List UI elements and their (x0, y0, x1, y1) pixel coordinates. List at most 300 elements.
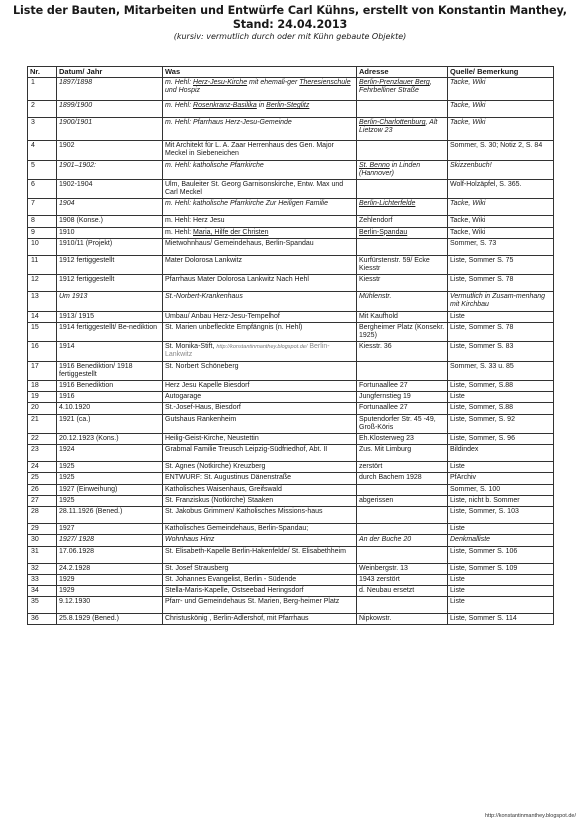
cell-source: Tacke, Wiki (448, 118, 554, 141)
cell-text: , Fehrbelliner Straße (359, 79, 432, 95)
cell-was (163, 255, 357, 274)
cell-was (163, 507, 357, 524)
cell-source: Liste, Sommer, S. 92 (448, 414, 554, 433)
cell-nr: 10 (28, 238, 57, 255)
cell-address (357, 78, 448, 101)
cell-date: 1916 Benediktion (57, 381, 163, 392)
cell-nr: 5 (28, 160, 57, 179)
document-subtitle: (kursiv: vermutlich durch oder mit Kühn gebaute Objekte) (173, 32, 407, 41)
cell-text: Ulm, Bauleiter St. Georg Garnisonskirche, Entw. Max und Carl Meckel (165, 181, 344, 197)
cell-address (357, 101, 448, 118)
table-row (28, 361, 554, 380)
cell-text: mit ehemali-ger (247, 79, 300, 87)
cell-was (163, 614, 357, 625)
cell-address (357, 199, 448, 216)
cell-source: Tacke, Wiki (448, 227, 554, 238)
cell-text: m. Hehl: Pfarrhaus Herz-Jesu-Gemeinde (165, 119, 292, 127)
cell-nr: 26 (28, 484, 57, 495)
cell-source: Tacke, Wiki (448, 199, 554, 216)
table-row (28, 597, 554, 614)
cell-was (163, 292, 357, 311)
cell-text: Katholisches Gemeindehaus, Berlin-Spandau; (165, 525, 309, 533)
cell-text: Gutshaus Rankenheim (165, 415, 237, 423)
cell-text[interactable]: Herz-Jesu-Kirche (193, 79, 248, 87)
cell-address (357, 160, 448, 179)
table-row (28, 101, 554, 118)
table-row (28, 484, 554, 495)
cell-text: An der Buche 20 (359, 536, 412, 544)
cell-address (357, 495, 448, 506)
cell-source: Liste, Sommer S. 78 (448, 275, 554, 292)
cell-nr: 29 (28, 524, 57, 535)
cell-was (163, 434, 357, 445)
cell-address (357, 381, 448, 392)
cell-nr: 11 (28, 255, 57, 274)
cell-source: Tacke, Wiki (448, 216, 554, 227)
column-header-was: Was (163, 67, 357, 78)
cell-nr: 22 (28, 434, 57, 445)
cell-text: 1943 zerstört (359, 575, 400, 583)
cell-source: Bildindex (448, 445, 554, 462)
cell-text: Wohnhaus Hinz (165, 536, 215, 544)
cell-address (357, 403, 448, 414)
cell-text: abgerissen (359, 496, 394, 504)
cell-nr: 14 (28, 311, 57, 322)
cell-text: Katholisches Waisenhaus, Greifswald (165, 485, 282, 493)
cell-text: St. Monika-Stift, (165, 343, 217, 351)
cell-date: 1904 (57, 199, 163, 216)
table-row (28, 118, 554, 141)
cell-source: Liste (448, 392, 554, 403)
cell-date: 1914 fertiggestellt/ Be-nediktion (57, 322, 163, 341)
cell-text: Kiesstr. 36 (359, 343, 392, 351)
cell-nr: 12 (28, 275, 57, 292)
cell-text: zerstört (359, 463, 383, 471)
cell-source: Liste, Sommer S. 114 (448, 614, 554, 625)
table-row (28, 180, 554, 199)
cell-text: Stella-Maris-Kapelle, Ostseebad Heringsdorf (165, 586, 304, 594)
cell-nr: 20 (28, 403, 57, 414)
cell-was (163, 381, 357, 392)
cell-address (357, 445, 448, 462)
cell-text: Mietwohnhaus/ Gemeindehaus, Berlin-Spandau (165, 239, 314, 247)
cell-text: Fortunaallee 27 (359, 404, 408, 412)
cell-nr: 21 (28, 414, 57, 433)
cell-was (163, 403, 357, 414)
cell-address (357, 414, 448, 433)
table-row (28, 563, 554, 574)
cell-text: d. Neubau ersetzt (359, 586, 415, 594)
cell-source: Liste (448, 597, 554, 614)
cell-was (163, 585, 357, 596)
cell-source: Sommer, S. 100 (448, 484, 554, 495)
cell-source: Liste, Sommer S. 83 (448, 342, 554, 361)
cell-text: St. Johannes Evangelist, Berlin - Südende (165, 575, 297, 583)
table-row (28, 322, 554, 341)
table-row (28, 614, 554, 625)
cell-text: Heilig-Geist-Kirche, Neustettin (165, 435, 259, 443)
cell-text[interactable]: Berlin-Spandau (359, 228, 408, 236)
table-body (28, 78, 554, 625)
cell-was (163, 101, 357, 118)
cell-date: 1925 (57, 462, 163, 473)
table-row (28, 495, 554, 506)
cell-date: 1924 (57, 445, 163, 462)
cell-date: 1927 (57, 524, 163, 535)
cell-text: in Linden (Hannover) (359, 161, 421, 177)
cell-text: St. Agnes (Notkirche) Kreuzberg (165, 463, 266, 471)
cell-text: m. Hehl: Herz Jesu (165, 217, 225, 225)
cell-address (357, 311, 448, 322)
cell-address (357, 227, 448, 238)
table-row (28, 255, 554, 274)
cell-text: Kiesstr (359, 276, 381, 284)
cell-text: St. Franziskus (Notkirche) Staaken (165, 496, 274, 504)
cell-date: 1912 fertiggestellt (57, 275, 163, 292)
cell-text: m. Hehl: katholische Pfarrkirche (165, 161, 264, 169)
cell-source: Liste, Sommer, S. 103 (448, 507, 554, 524)
cell-text[interactable]: Theresienschule (299, 79, 351, 87)
cell-text: Herz Jesu Kapelle Biesdorf (165, 382, 250, 390)
table-row (28, 216, 554, 227)
cell-was (163, 462, 357, 473)
cell-nr: 35 (28, 597, 57, 614)
cell-date: 17.06.1928 (57, 546, 163, 563)
cell-date: 24.2.1928 (57, 563, 163, 574)
cell-address (357, 118, 448, 141)
cell-nr: 4 (28, 141, 57, 160)
table-row (28, 414, 554, 433)
cell-was (163, 535, 357, 546)
cell-text[interactable]: Berlin-Lichterfelde (359, 200, 416, 208)
table-row (28, 311, 554, 322)
cell-text: Pfarrhaus Mater Dolorosa Lankwitz Nach Hehl (165, 276, 309, 284)
cell-date: 1927/ 1928 (57, 535, 163, 546)
cell-date: 20.12.1923 (Kons.) (57, 434, 163, 445)
cell-was (163, 141, 357, 160)
cell-address (357, 292, 448, 311)
cell-text: Mühlenstr. (359, 293, 392, 301)
cell-text: Grabmal Familie Treusch Leipzig-Südfriedhof, Abt. II (165, 446, 328, 454)
cell-text: Eh.Klosterweg 23 (359, 435, 414, 443)
cell-source: Liste, Sommer S. 75 (448, 255, 554, 274)
cell-source: Liste, Sommer S. 106 (448, 546, 554, 563)
cell-address (357, 597, 448, 614)
cell-nr: 23 (28, 445, 57, 462)
cell-was (163, 227, 357, 238)
table-row (28, 462, 554, 473)
cell-source: Liste, Sommer, S. 96 (448, 434, 554, 445)
table-row (28, 507, 554, 524)
cell-was (163, 342, 357, 361)
table-row (28, 585, 554, 596)
cell-source: Wolf-Holzäpfel, S. 365. (448, 180, 554, 199)
cell-text[interactable]: Berlin-Charlottenburg (359, 119, 426, 127)
cell-text: Sputendorfer Str. 45 -49, Groß-Köris (359, 415, 436, 431)
buildings-table (27, 66, 554, 625)
cell-was (163, 445, 357, 462)
cell-source: Vermutlich in Zusam-menhang mit Kirchbau (448, 292, 554, 311)
cell-text: in (256, 102, 267, 110)
cell-address (357, 484, 448, 495)
cell-was (163, 563, 357, 574)
cell-text: Fortunaallee 27 (359, 382, 408, 390)
cell-nr: 18 (28, 381, 57, 392)
cell-date: 1901–1902: (57, 160, 163, 179)
cell-text: Kurfürstenstr. 59/ Ecke Kiesstr (359, 256, 430, 273)
cell-nr: 31 (28, 546, 57, 563)
table-row (28, 199, 554, 216)
cell-address (357, 524, 448, 535)
cell-was (163, 180, 357, 199)
cell-was (163, 238, 357, 255)
cell-text: Bergheimer Platz (Konsekr. 1925) (359, 323, 445, 340)
cell-date: 1916 Benediktion/ 1918 fertiggestellt (57, 361, 163, 380)
cell-date: 25.8.1929 (Bened.) (57, 614, 163, 625)
cell-text: Weinbergstr. 13 (359, 564, 408, 572)
cell-date: Um 1913 (57, 292, 163, 311)
cell-was (163, 546, 357, 563)
cell-nr: 24 (28, 462, 57, 473)
cell-date: 1925 (57, 473, 163, 484)
cell-text: St. Jakobus Grimmen/ Katholisches Missions-haus (165, 508, 323, 516)
cell-text[interactable]: Maria, Hilfe der Christen (193, 228, 269, 236)
cell-nr: 9 (28, 227, 57, 238)
cell-nr: 34 (28, 585, 57, 596)
cell-text: Autogarage (165, 393, 202, 401)
cell-was (163, 392, 357, 403)
cell-date: 1912 fertiggestellt (57, 255, 163, 274)
cell-nr: 1 (28, 78, 57, 101)
cell-source: Liste, Sommer, S.88 (448, 403, 554, 414)
cell-address (357, 563, 448, 574)
cell-address (357, 546, 448, 563)
cell-source: Sommer, S. 33 u. 85 (448, 361, 554, 380)
column-header-address: Adresse (357, 67, 448, 78)
cell-address (357, 434, 448, 445)
table-row (28, 524, 554, 535)
cell-text: durch Bachem 1928 (359, 474, 422, 482)
cell-was (163, 361, 357, 380)
table-row (28, 275, 554, 292)
cell-source: Liste (448, 574, 554, 585)
cell-address (357, 141, 448, 160)
table-row (28, 238, 554, 255)
cell-nr: 25 (28, 473, 57, 484)
cell-source: Sommer, S. 30; Notiz 2, S. 84 (448, 141, 554, 160)
cell-was (163, 484, 357, 495)
cell-address (357, 392, 448, 403)
cell-was (163, 495, 357, 506)
cell-date: 9.12.1930 (57, 597, 163, 614)
cell-nr: 7 (28, 199, 57, 216)
cell-source: Liste (448, 585, 554, 596)
cell-nr: 13 (28, 292, 57, 311)
cell-date: 1913/ 1915 (57, 311, 163, 322)
cell-source: Liste, Sommer, S.88 (448, 381, 554, 392)
cell-date: 1925 (57, 495, 163, 506)
cell-date: 1910/11 (Projekt) (57, 238, 163, 255)
cell-text: m. Hehl: katholische Pfarrkirche Zur Heiligen Familie (165, 200, 328, 208)
table-row (28, 342, 554, 361)
cell-nr: 3 (28, 118, 57, 141)
cell-text: Mater Dolorosa Lankwitz (165, 256, 243, 264)
table-row (28, 78, 554, 101)
cell-text: Christuskönig , Berlin-Adlershof, mit Pfarrhaus (165, 615, 309, 623)
cell-text: http://konstantinmanthey.blogspot.de/ (216, 344, 308, 351)
table-row (28, 546, 554, 563)
cell-text: St. Josef Strausberg (165, 564, 229, 572)
cell-address (357, 275, 448, 292)
cell-was (163, 524, 357, 535)
column-header-nr: Nr. (28, 67, 57, 78)
table-row (28, 141, 554, 160)
cell-text: und Hospiz (165, 87, 201, 95)
cell-date: 1902 (57, 141, 163, 160)
cell-source: Sommer, S. 73 (448, 238, 554, 255)
cell-date: 1908 (Konse.) (57, 216, 163, 227)
document-title-line1: Liste der Bauten, Mitarbeiten und Entwürfe Carl Kühns, erstellt von Konstantin Manthey, (13, 4, 567, 17)
cell-text[interactable]: St. Benno (359, 161, 390, 169)
cell-nr: 15 (28, 322, 57, 341)
cell-text[interactable]: Rosenkranz-Basilika (193, 102, 257, 110)
cell-source: Liste, Sommer S. 78 (448, 322, 554, 341)
table-row (28, 160, 554, 179)
document-header (0, 4, 580, 42)
cell-source: Tacke, Wiki (448, 101, 554, 118)
cell-text[interactable]: Berlin-Prenzlauer Berg (359, 79, 430, 87)
table-header-row (28, 67, 554, 78)
cell-date: 1910 (57, 227, 163, 238)
table-row (28, 392, 554, 403)
cell-date: 4.10.1920 (57, 403, 163, 414)
table-row (28, 473, 554, 484)
cell-nr: 19 (28, 392, 57, 403)
column-header-date: Datum/ Jahr (57, 67, 163, 78)
cell-source: Liste, nicht b. Sommer (448, 495, 554, 506)
cell-nr: 8 (28, 216, 57, 227)
table-row (28, 574, 554, 585)
cell-text: St.-Josef-Haus, Biesdorf (165, 404, 241, 412)
cell-text[interactable]: Berlin-Steglitz (266, 102, 310, 110)
cell-source: Liste (448, 311, 554, 322)
cell-text: St. Elisabeth-Kapelle Berlin-Hakenfelde/ St. Elisabethheim (165, 547, 346, 555)
cell-text: m. Hehl: (165, 79, 194, 87)
cell-text: Mit Kaufhold (359, 312, 398, 320)
cell-text: St.-Norbert-Krankenhaus (165, 293, 243, 301)
cell-was (163, 118, 357, 141)
table-row (28, 292, 554, 311)
cell-text: Berlin-Lankwitz (165, 343, 330, 359)
cell-nr: 32 (28, 563, 57, 574)
cell-nr: 30 (28, 535, 57, 546)
table-row (28, 403, 554, 414)
table-row (28, 535, 554, 546)
cell-nr: 28 (28, 507, 57, 524)
cell-source: Liste (448, 462, 554, 473)
cell-source: Liste (448, 524, 554, 535)
cell-date: 1900/1901 (57, 118, 163, 141)
cell-was (163, 322, 357, 341)
cell-text: Zehlendorf (359, 217, 393, 225)
cell-nr: 16 (28, 342, 57, 361)
cell-text: St. Marien unbefleckte Empfängnis (n. Hehl) (165, 323, 303, 331)
cell-text: Mit Architekt für L. A. Zaar Herrenhaus des Gen. Major Meckel in Siebeneichen (165, 142, 334, 158)
cell-address (357, 216, 448, 227)
cell-text: Zus. Mit Limburg (359, 446, 412, 454)
cell-nr: 33 (28, 574, 57, 585)
cell-text: ENTWURF: St. Augustinus Dänenstraße (165, 474, 292, 482)
cell-was (163, 216, 357, 227)
cell-text: , Alt Lietzow 23 (359, 119, 438, 135)
cell-was (163, 199, 357, 216)
cell-was (163, 275, 357, 292)
cell-was (163, 78, 357, 101)
cell-address (357, 535, 448, 546)
cell-address (357, 180, 448, 199)
cell-source: PfArchiv (448, 473, 554, 484)
cell-nr: 2 (28, 101, 57, 118)
cell-was (163, 160, 357, 179)
footer-url: http://konstantinmanthey.blogspot.de/ (484, 813, 576, 819)
cell-date: 1927 (Einweihung) (57, 484, 163, 495)
cell-date: 1899/1900 (57, 101, 163, 118)
cell-address (357, 255, 448, 274)
document-title-line2: Stand: 24.04.2013 (232, 17, 348, 31)
cell-address (357, 462, 448, 473)
table-row (28, 381, 554, 392)
cell-address (357, 574, 448, 585)
cell-text: St. Norbert Schöneberg (165, 362, 239, 370)
cell-address (357, 507, 448, 524)
cell-source: Liste, Sommer S. 109 (448, 563, 554, 574)
cell-address (357, 361, 448, 380)
cell-date: 28.11.1926 (Bened.) (57, 507, 163, 524)
cell-source: Tacke, Wiki (448, 78, 554, 101)
cell-was (163, 473, 357, 484)
cell-text: Umbau/ Anbau Herz-Jesu-Tempelhof (165, 312, 280, 320)
cell-was (163, 574, 357, 585)
cell-date: 1921 (ca.) (57, 414, 163, 433)
table-row (28, 227, 554, 238)
cell-was (163, 597, 357, 614)
cell-text: Nipkowstr. (359, 615, 392, 623)
cell-nr: 17 (28, 361, 57, 380)
cell-date: 1929 (57, 585, 163, 596)
cell-text: m. Hehl: (165, 228, 194, 236)
cell-date: 1929 (57, 574, 163, 585)
cell-date: 1916 (57, 392, 163, 403)
cell-address (357, 342, 448, 361)
cell-source: Denkmalliste (448, 535, 554, 546)
cell-date: 1902-1904 (57, 180, 163, 199)
cell-address (357, 473, 448, 484)
cell-text: Pfarr- und Gemeindehaus St. Marien, Berg-heimer Platz (165, 598, 340, 606)
column-header-source: Quelle/ Bemerkung (448, 67, 554, 78)
cell-address (357, 238, 448, 255)
cell-address (357, 614, 448, 625)
cell-date: 1897/1898 (57, 78, 163, 101)
cell-nr: 36 (28, 614, 57, 625)
cell-date: 1914 (57, 342, 163, 361)
table-row (28, 434, 554, 445)
table-row (28, 445, 554, 462)
cell-nr: 6 (28, 180, 57, 199)
cell-was (163, 311, 357, 322)
cell-address (357, 322, 448, 341)
cell-nr: 27 (28, 495, 57, 506)
cell-text: Jungfernstieg 19 (359, 393, 411, 401)
